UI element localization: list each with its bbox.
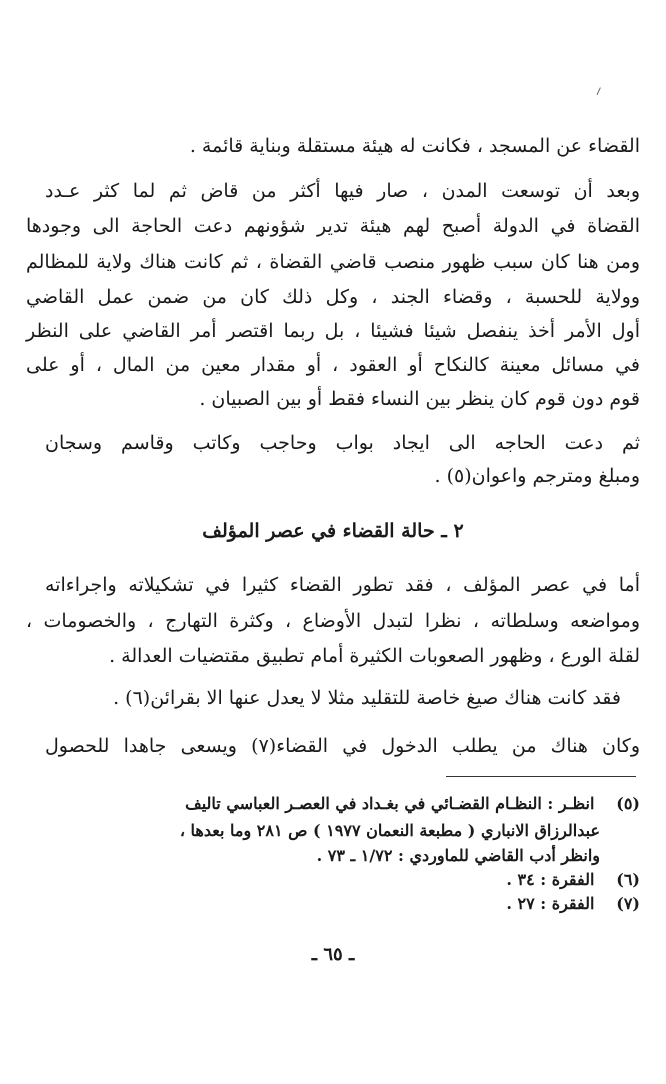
text-line: ومن هنا كان سبب ظهور منصب قاضي القضاة ، ثم كانت هناك ولاية للمظالم bbox=[26, 251, 640, 273]
text-line: لقلة الورع ، وظهور الصعوبات الكثيرة أمام تطبيق مقتضيات العدالة . bbox=[109, 645, 640, 667]
text-line: فقد كانت هناك صيغ خاصة للتقليد مثلا لا يعدل عنها الا بقرائن(٦) . bbox=[113, 687, 621, 709]
footnote-text: الفقرة : ٢٧ . bbox=[506, 894, 595, 913]
text-line: ثم دعت الحاجه الى ايجاد بواب وحاجب وكاتب وقاسم وسجان bbox=[45, 432, 640, 454]
text-line: ومواضعه وسلطاته ، نظرا لتبدل الأوضاع ، وكثرة التهارج ، والخصومات ، bbox=[26, 610, 640, 632]
footnote-number: (٦) bbox=[616, 870, 640, 889]
footnote-text: عبدالرزاق الانباري ( مطبعة النعمان ١٩٧٧ ) ص ٢٨١ وما بعدها ، bbox=[179, 821, 600, 840]
text-line: القضاة في الدولة أصبح لهم هيئة تدير شؤونهم دعت الحاجة الى وجودها bbox=[26, 215, 640, 237]
page-number: ـ ٦٥ ـ bbox=[311, 944, 355, 965]
text-line: القضاء عن المسجد ، فكانت له هيئة مستقلة وبناية قائمة . bbox=[189, 135, 640, 157]
footnote-text: وانظر أدب القاضي للماوردي : ١/٧٢ ـ ٧٣ . bbox=[316, 846, 600, 865]
footnote-7 bbox=[26, 893, 640, 915]
text-line: وولاية للحسبة ، وقضاء الجند ، وكل ذلك كان من ضمن عمل القاضي bbox=[26, 286, 640, 308]
footnote-text: انظـر : النظـام القضـائي في بغـداد في العصـر العباسي تاليف bbox=[185, 794, 595, 813]
footnote-6 bbox=[26, 869, 640, 891]
text-line: أول الأمر أخذ ينفصل شيئا فشيئا ، بل ربما اقتصر أمر القاضي على النظر bbox=[26, 320, 640, 342]
footnote-number: (٥) bbox=[616, 794, 640, 813]
text-line: أما في عصر المؤلف ، فقد تطور القضاء كثيرا في تشكيلاته واجراءاته bbox=[45, 574, 640, 596]
text-line: وكان هناك من يطلب الدخول في القضاء(٧) ويسعى جاهدا للحصول bbox=[45, 735, 640, 757]
text-line: وبعد أن توسعت المدن ، صار فيها أكثر من قاض ثم لما كثر عـدد bbox=[45, 180, 640, 202]
section-heading: ٢ ـ حالة القضاء في عصر المؤلف bbox=[202, 520, 464, 542]
text-line: ومبلغ ومترجم واعوان(٥) . bbox=[434, 465, 640, 487]
footnote-5-cont bbox=[0, 820, 600, 842]
footnote-text: الفقرة : ٣٤ . bbox=[506, 870, 595, 889]
text-line: في مسائل معينة كالنكاح أو العقود ، أو مقدار معين من المال ، أو على bbox=[26, 354, 640, 376]
footnote-number: (٧) bbox=[616, 894, 640, 913]
footnote-separator bbox=[446, 776, 636, 777]
page-mark bbox=[597, 87, 605, 96]
text-line: قوم دون قوم كان ينظر بين النساء فقط أو بين الصبيان . bbox=[199, 388, 640, 410]
footnote-5 bbox=[26, 793, 640, 815]
footnote-5-cont bbox=[0, 845, 600, 867]
